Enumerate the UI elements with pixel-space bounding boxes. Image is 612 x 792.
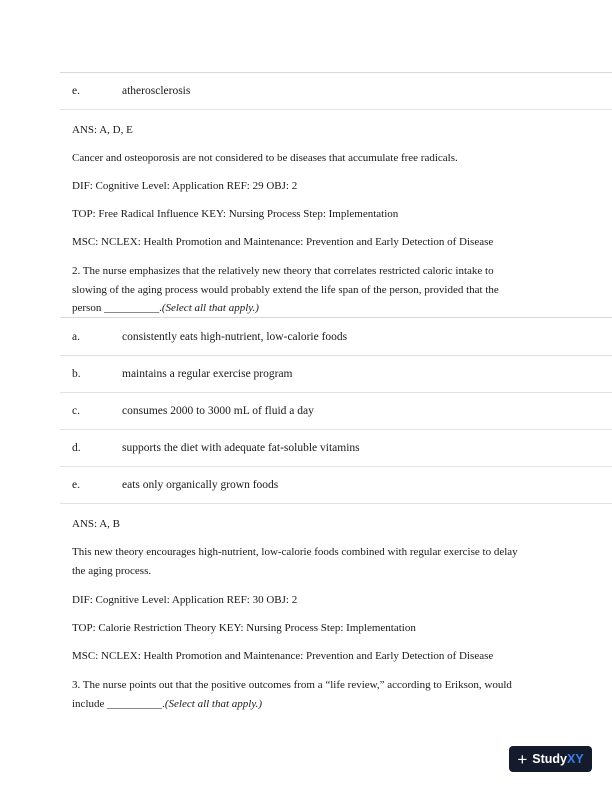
option-text: maintains a regular exercise program [122,367,293,380]
option-letter: d. [72,441,81,454]
q2-stem-line2: slowing of the aging process would probably extend the life span of the person, provided that the [72,283,499,296]
q2-rationale [72,543,552,580]
q3-stem-line1: 3. The nurse points out that the positive outcomes from a “life review,” according to Erikson, would [72,679,512,691]
q1-msc: MSC: NCLEX: Health Promotion and Maintenance: Prevention and Early Detection of Disease [72,236,494,248]
q2-rationale-line2: the aging process. [72,564,152,577]
q3-stem-instruction: (Select all that apply.) [164,697,263,710]
q2-answer: ANS: A, B [72,518,120,530]
option-letter: c. [72,404,80,417]
plus-icon: + [517,749,528,769]
q3-stem [72,676,552,713]
option-text: supports the diet with adequate fat-soluble vitamins [122,441,360,454]
option-letter: b. [72,367,81,380]
q2-option-b [60,355,612,393]
option-text: atherosclerosis [122,84,191,97]
option-letter: e. [72,478,80,491]
q2-dif: DIF: Cognitive Level: Application REF: 30 OBJ: 2 [72,594,298,606]
q1-answer: ANS: A, D, E [72,124,133,136]
option-letter: a. [72,330,80,343]
logo-suffix: XY [566,752,584,766]
option-letter: e. [72,84,80,97]
q1-option-e [60,72,612,110]
q2-stem-text: person __________. [72,302,162,314]
q1-top: TOP: Free Radical Influence KEY: Nursing Process Step: Implementation [72,208,399,220]
q2-option-a [60,318,612,356]
q2-option-d [60,429,612,467]
q2-stem-line3 [72,299,552,318]
q2-option-c [60,392,612,430]
option-text: eats only organically grown foods [122,478,279,491]
studyxy-logo[interactable] [509,746,592,772]
q3-stem-text: include __________. [72,697,165,710]
q2-option-e [60,466,612,504]
q2-rationale-line1: This new theory encourages high-nutrient, low-calorie foods combined with regular exercise to delay [72,546,518,558]
q3-stem-line2 [72,695,552,714]
logo-prefix: Study [532,752,567,766]
option-text: consumes 2000 to 3000 mL of fluid a day [122,404,314,417]
q1-dif: DIF: Cognitive Level: Application REF: 29 OBJ: 2 [72,180,298,192]
logo-text [532,752,583,766]
q1-rationale: Cancer and osteoporosis are not considered to be diseases that accumulate free radicals. [72,152,458,164]
q2-stem-line1: 2. The nurse emphasizes that the relatively new theory that correlates restricted caloric intake to [72,265,494,277]
q2-stem-instruction: (Select all that apply.) [161,302,259,314]
q2-stem [72,262,552,318]
q2-top: TOP: Calorie Restriction Theory KEY: Nursing Process Step: Implementation [72,622,416,634]
option-text: consistently eats high-nutrient, low-calorie foods [122,330,348,343]
q2-msc: MSC: NCLEX: Health Promotion and Maintenance: Prevention and Early Detection of Disease [72,650,494,662]
